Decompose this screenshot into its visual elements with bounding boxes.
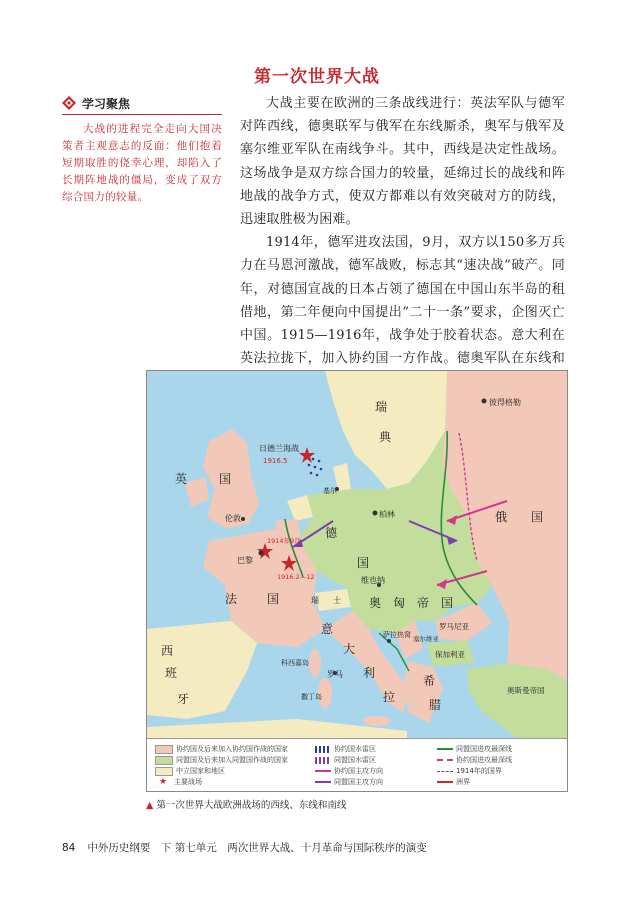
label-xi: 西 <box>161 644 174 658</box>
label-rome: 罗马 <box>327 670 343 679</box>
label-rui2: 瑞 <box>311 596 319 605</box>
paragraph: 大战主要在欧洲的三条战线进行：英法军队与德军对阵西线，德奥联军与俄军在东线厮杀，奥军与俄军及塞尔维亚军队在南线争斗。其中，西线是决定性战场。这场战争是双方综合国力的较量，延绵过长的战线和阵地战的战争方式，使双方都难以有效突破对方的防线，迅速取胜极为困难。 <box>240 96 565 228</box>
legend-central: 同盟国及后来加入同盟国作战的国家 <box>176 756 288 764</box>
label-kiel: 基尔 <box>323 487 337 495</box>
legend-central-deepest: 同盟国进攻最深线 <box>456 745 512 753</box>
label-shi: 士 <box>333 596 341 605</box>
label-li: 利 <box>363 666 376 680</box>
label-jutland: 日德兰海战 <box>259 444 299 453</box>
label-ban: 班 <box>165 666 178 680</box>
label-marne-date: 1914年9月 <box>267 537 301 545</box>
legend-entente-mines: 协约国水雷区 <box>334 745 376 753</box>
focus-icon <box>62 96 76 110</box>
legend-entente-deepest: 协约国进攻最深线 <box>456 756 512 764</box>
label-sarajevo: 萨拉热窝 <box>383 631 411 639</box>
page-title: 第一次世界大战 <box>254 67 380 87</box>
label-la2: 腊 <box>429 698 442 712</box>
legend-neutral: 中立国家和地区 <box>176 767 225 775</box>
footer-text: 中外历史纲要 下 第七单元 两次世界大战、十月革命与国际秩序的演变 <box>87 842 427 854</box>
legend-continent-border: 洲界 <box>456 778 470 786</box>
label-petrograd: 彼得格勒 <box>489 398 521 407</box>
label-romania: 罗马尼亚 <box>439 622 469 631</box>
label-rui: 瑞 <box>375 400 388 414</box>
main-text <box>240 92 565 417</box>
map-caption <box>146 797 346 811</box>
label-corsica: 科西嘉岛 <box>281 659 309 667</box>
label-bulgaria: 保加利亚 <box>435 650 465 659</box>
label-jutland-date: 1916.5 <box>263 457 288 465</box>
legend-battle: 主要战场 <box>174 778 202 786</box>
paragraph: 1914年，德军进攻法国，9月，双方以150多万兵力在马恩河激战，德军战败，标志其“速决战”破产。同年，对德国宣战的日本占领了德国在中国山东半岛的租借地，第二年便向中国提出“二十一条”要求，企图灭亡中国。1915—1916年，战争处于胶着状态。意大利在英法拉拢下，加入协约国一方作战。德奥军队在东线和 <box>240 235 565 367</box>
legend-entente: 协约国及后来加入协约国作战的国家 <box>176 745 288 753</box>
label-guo-de: 国 <box>357 556 370 570</box>
label-guo-fr: 国 <box>267 592 280 606</box>
label-xi2: 希 <box>423 674 436 688</box>
legend-entente-attack: 协约国主攻方向 <box>334 767 383 775</box>
sidebar-heading: 学习聚焦 <box>82 96 131 111</box>
legend-border-1914: 1914年的国界 <box>456 767 502 775</box>
label-vienna: 维也纳 <box>361 576 385 585</box>
label-la: 拉 <box>383 690 396 704</box>
label-sardinia: 撒丁岛 <box>301 693 322 701</box>
sidebar-text: 大战的进程完全走向大国决策者主观意志的反面：他们抱着短期取胜的侥幸心理，却陷入了长期阵地战的僵局，变成了双方综合国力的较量。 <box>62 123 222 203</box>
sidebar-header <box>62 92 222 115</box>
label-e: 俄 <box>495 510 508 524</box>
caption-triangle-icon: ▲ <box>146 800 154 811</box>
label-guo-ru: 国 <box>531 510 544 524</box>
label-london: 伦敦 <box>225 514 241 523</box>
label-ottoman: 奥斯曼帝国 <box>507 686 545 695</box>
legend-central-attack: 同盟国主攻方向 <box>334 778 383 786</box>
learning-focus-sidebar <box>62 92 222 206</box>
label-berlin: 柏林 <box>379 510 395 519</box>
map-canvas <box>147 371 567 739</box>
map-legend <box>147 738 567 791</box>
page-footer <box>62 840 427 855</box>
page-number: 84 <box>62 842 76 854</box>
label-yi: 意 <box>321 622 334 636</box>
legend-central-mines: 同盟国水雷区 <box>334 756 376 764</box>
label-da: 大 <box>343 642 356 656</box>
label-guo-uk: 国 <box>219 472 232 486</box>
star-icon: ★ <box>158 777 168 787</box>
label-fa: 法 <box>225 592 238 606</box>
label-dian: 典 <box>379 430 392 444</box>
label-paris: 巴黎 <box>237 556 253 565</box>
label-ying: 英 <box>175 472 188 486</box>
war-map <box>146 370 568 792</box>
label-di: 帝 <box>417 596 430 610</box>
label-guo-ah: 国 <box>441 596 454 610</box>
label-ao: 奥 <box>369 596 382 610</box>
label-xiong: 匈 <box>393 596 406 610</box>
label-de: 德 <box>325 526 338 540</box>
label-serbia: 塞尔维亚 <box>413 635 439 643</box>
label-verdun-date: 1916.2—12 <box>277 573 315 581</box>
label-ya: 牙 <box>177 692 190 706</box>
caption-text: 第一次世界大战欧洲战场的西线、东线和南线 <box>156 800 347 811</box>
